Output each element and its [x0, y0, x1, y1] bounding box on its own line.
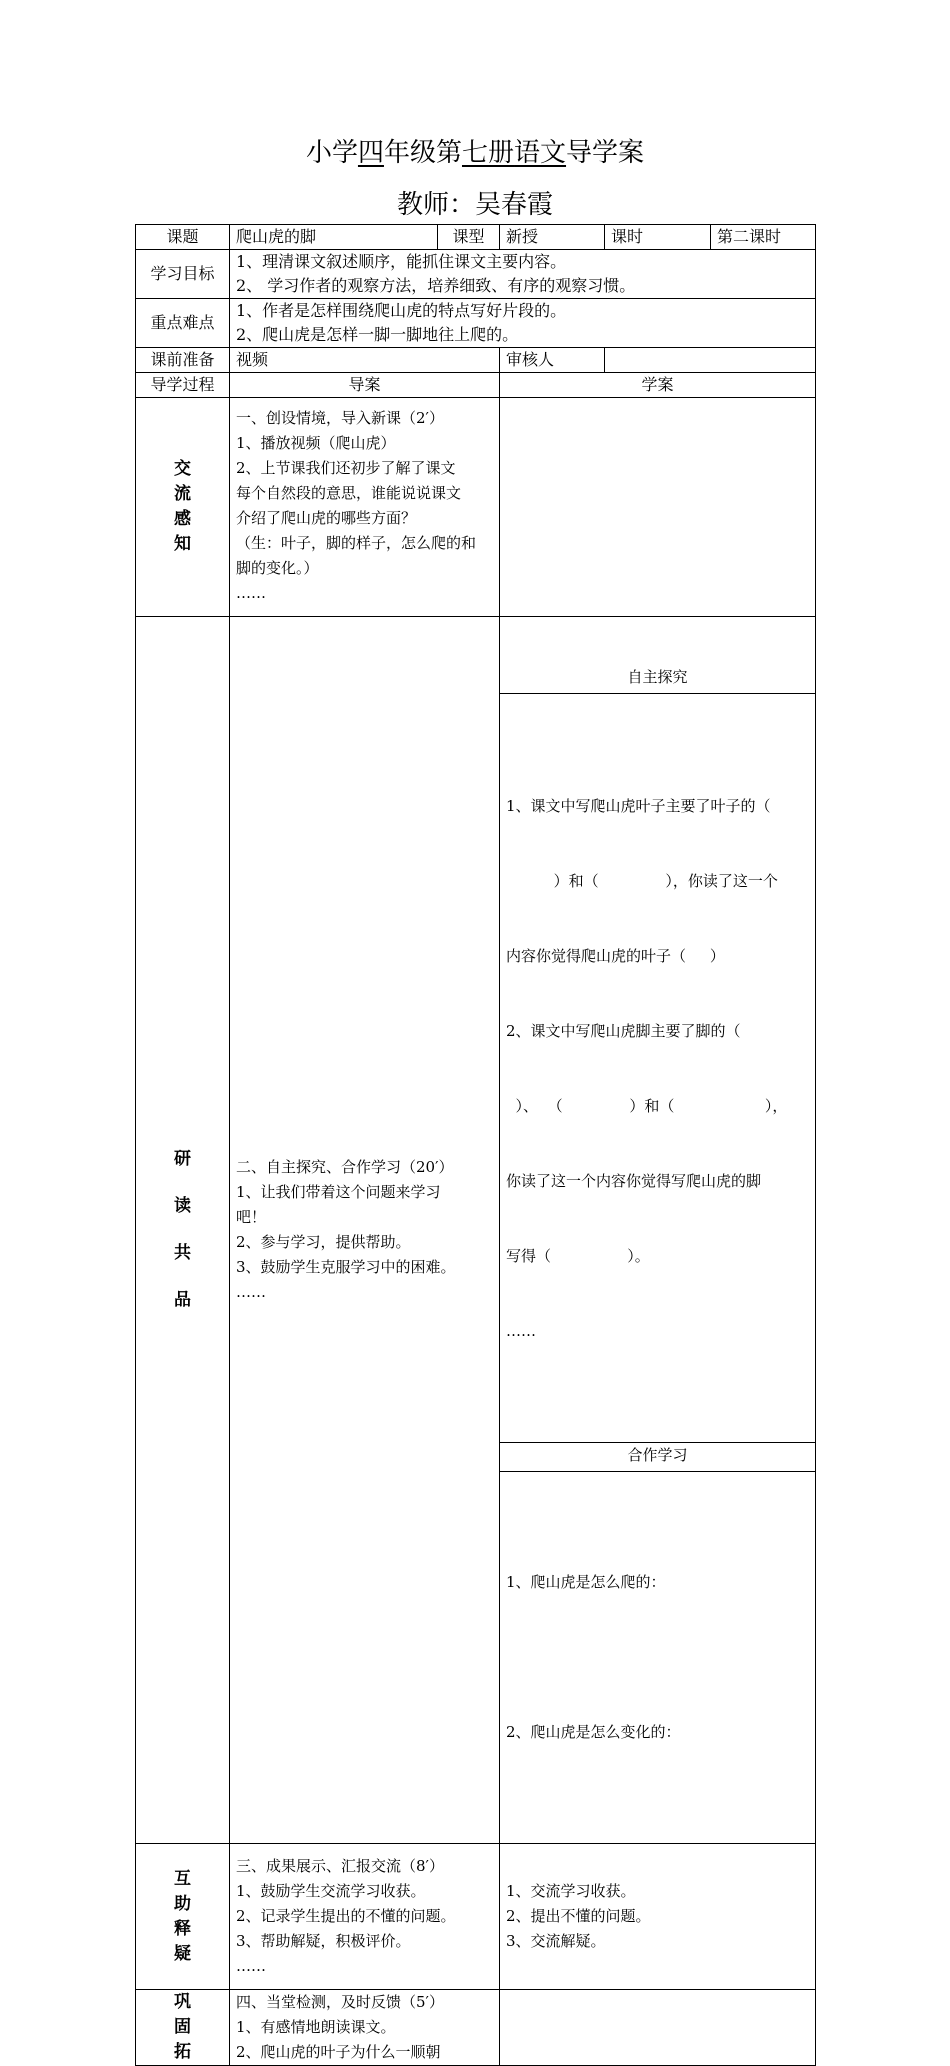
section-consolidate — [136, 1990, 816, 2066]
study-line: 2、爬山虎是怎么变化的： — [506, 1723, 681, 1741]
study-line: 内容你觉得爬山虎的叶子（ ） — [506, 947, 725, 965]
study-line — [506, 1645, 809, 1670]
section-side-label — [136, 1990, 230, 2066]
self-study-title: 自主探究 — [500, 665, 815, 694]
section-side-label — [136, 1844, 230, 1990]
side-char: 品 — [174, 1290, 191, 1310]
guide-line: …… — [236, 584, 266, 602]
guide-line: 3、鼓励学生克服学习中的困难。 — [236, 1258, 456, 1276]
key-item: 1、作者是怎样围绕爬山虎的特点写好片段的。 — [236, 301, 567, 320]
side-char: 助 — [174, 1893, 191, 1914]
side-char: 拓 — [174, 2042, 191, 2062]
goal-item: 1、理清课文叙述顺序，能抓住课文主要内容。 — [236, 252, 567, 271]
row-goals — [136, 250, 816, 299]
topic-value: 爬山虎的脚 — [230, 225, 438, 250]
key-item: 2、爬山虎是怎样一脚一脚地往上爬的。 — [236, 325, 519, 344]
coop-study-body — [506, 1520, 809, 1795]
guide-line: 1、让我们带着这个问题来学习 — [236, 1183, 441, 1201]
study-cell — [500, 1844, 816, 1990]
side-char: 共 — [174, 1243, 191, 1263]
guide-line: …… — [236, 1957, 266, 1975]
side-char: 读 — [174, 1196, 191, 1216]
side-char: 流 — [174, 484, 191, 504]
row-prep — [136, 348, 816, 373]
guide-line: 1、播放视频（爬山虎） — [236, 434, 396, 452]
coop-study-title: 合作学习 — [500, 1442, 815, 1472]
side-char: 巩 — [174, 1992, 191, 2012]
study-line: …… — [506, 1322, 536, 1340]
title-subject: 语文 — [514, 138, 567, 168]
guide-label: 导案 — [230, 373, 500, 398]
guide-line: 2、上节课我们还初步了解了课文 — [236, 459, 456, 477]
key-label: 重点难点 — [136, 299, 230, 348]
guide-line: …… — [236, 1283, 266, 1301]
study-line: 2、提出不懂的问题。 — [506, 1907, 651, 1925]
guide-line: 每个自然段的意思，谁能说说课文 — [236, 484, 462, 502]
guide-line: 脚的变化。） — [236, 559, 319, 577]
section-side-label — [136, 398, 230, 617]
self-study-body — [506, 742, 809, 1394]
guide-line: 2、爬山虎的叶子为什么一顺朝 — [236, 2043, 441, 2061]
study-line: 1、爬山虎是怎么爬的： — [506, 1573, 666, 1591]
reviewer-label: 审核人 — [500, 348, 605, 373]
study-line: ）、 （ ）和（ ）， — [506, 1097, 788, 1115]
study-cell — [500, 617, 816, 1844]
guide-line: 二、自主探究、合作学习（20′） — [236, 1158, 454, 1176]
side-char: 交 — [174, 459, 191, 479]
study-line: 3、交流解疑。 — [506, 1932, 606, 1950]
guide-line: 一、创设情境，导入新课（2′） — [236, 409, 444, 427]
side-char: 释 — [174, 1918, 191, 1939]
guide-line: 1、鼓励学生交流学习收获。 — [236, 1882, 426, 1900]
type-label: 课型 — [438, 225, 500, 250]
row-process-header — [136, 373, 816, 398]
guide-line: 介绍了爬山虎的哪些方面？ — [236, 509, 417, 527]
study-cell — [500, 398, 816, 617]
guide-line: 3、帮助解疑，积极评价。 — [236, 1932, 411, 1950]
topic-label: 课题 — [136, 225, 230, 250]
lesson-table — [135, 224, 816, 2066]
title-grade: 四 — [357, 138, 384, 168]
study-cell — [500, 1990, 816, 2066]
side-char: 研 — [174, 1149, 191, 1169]
goal-item: 2、 学习作者的观察方法，培养细致、有序的观察习惯。 — [236, 276, 636, 295]
side-char: 固 — [174, 2017, 191, 2037]
prep-value: 视频 — [230, 348, 500, 373]
section-mutual-help — [136, 1844, 816, 1990]
guide-cell — [230, 398, 500, 617]
period-value: 第二课时 — [711, 225, 816, 250]
teacher-line: 教师：吴春霞 — [396, 190, 553, 220]
side-char: 感 — [174, 509, 191, 529]
title-part: 册 — [488, 138, 515, 168]
row-topic — [136, 225, 816, 250]
period-label: 课时 — [605, 225, 711, 250]
guide-line: 1、有感情地朗读课文。 — [236, 2018, 396, 2036]
type-value: 新授 — [500, 225, 605, 250]
title-part: 导学案 — [566, 138, 645, 168]
guide-line: 吧！ — [236, 1208, 267, 1226]
guide-line: 2、记录学生提出的不懂的问题。 — [236, 1907, 456, 1925]
study-line: ）和（ ），你读了这一个 — [506, 872, 778, 890]
guide-cell — [230, 617, 500, 1844]
study-line: 2、课文中写爬山虎脚主要了脚的（ — [506, 1022, 741, 1040]
guide-line: （生：叶子，脚的样子，怎么爬的和 — [236, 534, 477, 552]
section-exchange — [136, 398, 816, 617]
section-reading — [136, 617, 816, 1844]
doc-title — [0, 132, 950, 169]
study-line: 写得（ ）。 — [506, 1247, 650, 1265]
study-line: 1、课文中写爬山虎叶子主要了叶子的（ — [506, 797, 771, 815]
title-volume: 七 — [461, 138, 488, 168]
prep-label: 课前准备 — [136, 348, 230, 373]
study-line: 你读了这一个内容你觉得写爬山虎的脚 — [506, 1172, 762, 1190]
side-char: 知 — [174, 534, 191, 554]
study-line: 1、交流学习收获。 — [506, 1882, 636, 1900]
row-keys — [136, 299, 816, 348]
goal-cell — [230, 250, 816, 299]
side-char: 疑 — [174, 1943, 191, 1964]
guide-line: 2、参与学习，提供帮助。 — [236, 1233, 411, 1251]
side-char: 互 — [174, 1868, 191, 1889]
guide-cell — [230, 1990, 500, 2066]
section-side-label — [136, 617, 230, 1844]
process-label: 导学过程 — [136, 373, 230, 398]
guide-line: 四、当堂检测，及时反馈（5′） — [236, 1993, 444, 2011]
title-part: 小学 — [305, 138, 358, 168]
reviewer-value — [605, 348, 816, 373]
key-cell — [230, 299, 816, 348]
guide-line: 三、成果展示、汇报交流（8′） — [236, 1857, 444, 1875]
title-part: 年级第 — [383, 138, 462, 168]
goal-label: 学习目标 — [136, 250, 230, 299]
study-label: 学案 — [500, 373, 816, 398]
guide-cell — [230, 1844, 500, 1990]
